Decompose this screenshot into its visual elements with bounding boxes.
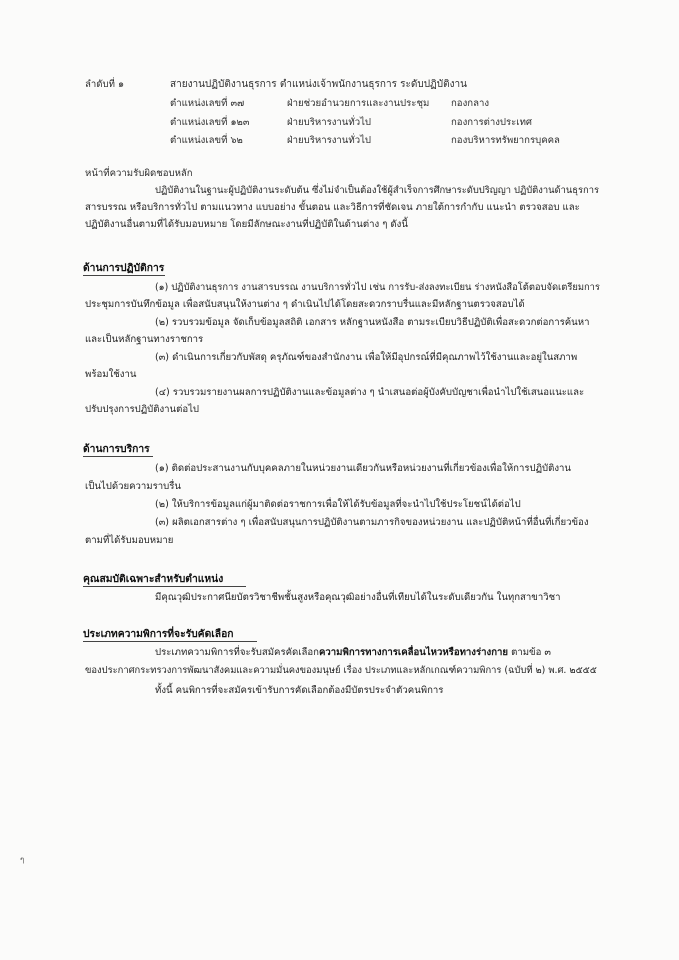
- duties-intro-line-1: ปฏิบัติงานในฐานะผู้ปฏิบัติงานระดับต้น ซึ่งไม่จำเป็นต้องใช้ผู้สำเร็จการศึกษาระดับปริญญา ปฏิบัติงานด้านธุรการ: [155, 185, 600, 196]
- services-item-3-line-2: ตามที่ได้รับมอบหมาย: [85, 535, 174, 546]
- position-number-2: ตำแหน่งเลขที่ ๑๒๓: [170, 117, 250, 128]
- duties-intro-line-2: สารบรรณ หรือบริการทั่วไป ตามแนวทาง แบบอย่าง ขั้นตอน และวิธีการที่ชัดเจน ภายใต้การกำกับ แนะนำ ตรวจสอบ และ: [85, 202, 580, 213]
- position-division-3: กองบริหารทรัพยากรบุคคล: [451, 135, 560, 146]
- disability-line-2: ของประกาศกระทรวงการพัฒนาสังคมและความมั่นคงของมนุษย์ เรื่อง ประเภทและหลักเกณฑ์ความพิการ (ฉบับที่ ๒) พ.ศ. ๒๕๕๕: [85, 665, 597, 676]
- services-item-1-line-2: เป็นไปด้วยความราบรื่น: [85, 481, 181, 492]
- duties-intro-line-3: ปฏิบัติงานอื่นตามที่ได้รับมอบหมาย โดยมีลักษณะงานที่ปฏิบัติในด้านต่าง ๆ ดังนี้: [85, 219, 408, 230]
- operations-item-3-line-2: พร้อมใช้งาน: [85, 369, 137, 380]
- disability-heading: ประเภทความพิการที่จะรับคัดเลือก: [83, 628, 234, 640]
- operations-heading-underline: [83, 275, 165, 276]
- operations-heading: ด้านการปฏิบัติการ: [83, 262, 165, 274]
- disability-line-1-suffix: ตามข้อ ๓: [511, 647, 551, 658]
- operations-item-2-line-2: และเป็นหลักฐานทางราชการ: [85, 334, 204, 345]
- position-number-1: ตำแหน่งเลขที่ ๓๗: [170, 98, 245, 109]
- position-title-line: สายงานปฏิบัติงานธุรการ ตำแหน่งเจ้าพนักงานธุรการ ระดับปฏิบัติงาน: [170, 79, 467, 90]
- position-section-2: ฝ่ายบริหารงานทั่วไป: [287, 117, 371, 128]
- position-section-1: ฝ่ายช่วยอำนวยการและงานประชุม: [287, 98, 430, 109]
- order-label: ลำดับที่ ๑: [85, 79, 125, 90]
- qualifications-text: มีคุณวุฒิประกาศนียบัตรวิชาชีพชั้นสูงหรือคุณวุฒิอย่างอื่นที่เทียบได้ในระดับเดียวกัน ในทุกสาขาวิชา: [155, 592, 561, 603]
- position-number-3: ตำแหน่งเลขที่ ๖๒: [170, 135, 243, 146]
- operations-item-1-line-1: (๑) ปฏิบัติงานธุรการ งานสารบรรณ งานบริการทั่วไป เช่น การรับ-ส่งลงทะเบียน ร่างหนังสือโต้ตอบจัดเตรียมการ: [155, 282, 600, 293]
- services-heading-underline: [83, 456, 153, 457]
- operations-item-4-line-2: ปรับปรุงการปฏิบัติงานต่อไป: [85, 404, 199, 415]
- services-item-2-line-1: (๒) ให้บริการข้อมูลแก่ผู้มาติดต่อราชการเพื่อให้ได้รับข้อมูลที่จะนำไปใช้ประโยชน์ได้ต่อไป: [155, 499, 521, 510]
- operations-item-3-line-1: (๓) ดำเนินการเกี่ยวกับพัสดุ ครุภัณฑ์ของสำนักงาน เพื่อให้มีอุปกรณ์ที่มีคุณภาพไว้ใช้งานและอยู่ในสภาพ: [155, 352, 578, 363]
- qualifications-heading: คุณสมบัติเฉพาะสำหรับตำแหน่ง: [83, 573, 224, 585]
- disability-line-1: [155, 646, 551, 659]
- disability-heading-underline: [83, 641, 257, 642]
- disability-type-bold: ความพิการทางการเคลื่อนไหวหรือทางร่างกาย: [318, 647, 509, 658]
- position-division-1: กองกลาง: [451, 98, 490, 109]
- services-item-3-line-1: (๓) ผลิตเอกสารต่าง ๆ เพื่อสนับสนุนการปฏิบัติงานตามภารกิจของหน่วยงาน และปฏิบัติหน้าที่อื่นที่เกี่ยวข้อง: [155, 517, 589, 528]
- operations-item-4-line-1: (๔) รวบรวมรายงานผลการปฏิบัติงานและข้อมูลต่าง ๆ นำเสนอต่อผู้บังคับบัญชาเพื่อนำไปใช้เสนอแนะและ: [155, 387, 585, 398]
- disability-line-3: ทั้งนี้ คนพิการที่จะสมัครเข้ารับการคัดเลือกต้องมีบัตรประจำตัวคนพิการ: [155, 685, 444, 696]
- services-item-1-line-1: (๑) ติดต่อประสานงานกับบุคคลภายในหน่วยงานเดียวกันหรือหน่วยงานที่เกี่ยวข้องเพื่อให้การปฏิบัติงาน: [155, 463, 571, 474]
- services-heading: ด้านการบริการ: [83, 443, 150, 455]
- operations-item-2-line-1: (๒) รวบรวมข้อมูล จัดเก็บข้อมูลสถิติ เอกสาร หลักฐานหนังสือ ตามระเบียบวิธีปฏิบัติเพื่อสะดวกต่อการค้นหา: [155, 317, 590, 328]
- position-division-2: กองการต่างประเทศ: [451, 117, 532, 128]
- margin-mark: ๆ: [20, 855, 25, 864]
- position-section-3: ฝ่ายบริหารงานทั่วไป: [287, 135, 371, 146]
- qualifications-heading-underline: [83, 586, 246, 587]
- operations-item-1-line-2: ประชุมการบันทึกข้อมูล เพื่อสนับสนุนให้งานต่าง ๆ ดำเนินไปได้โดยสะดวกราบรื่นและมีหลักฐานตรวจสอบได้: [85, 299, 525, 310]
- disability-line-1-prefix: ประเภทความพิการที่จะรับสมัครคัดเลือก: [155, 647, 319, 658]
- duties-heading: หน้าที่ความรับผิดชอบหลัก: [85, 168, 193, 179]
